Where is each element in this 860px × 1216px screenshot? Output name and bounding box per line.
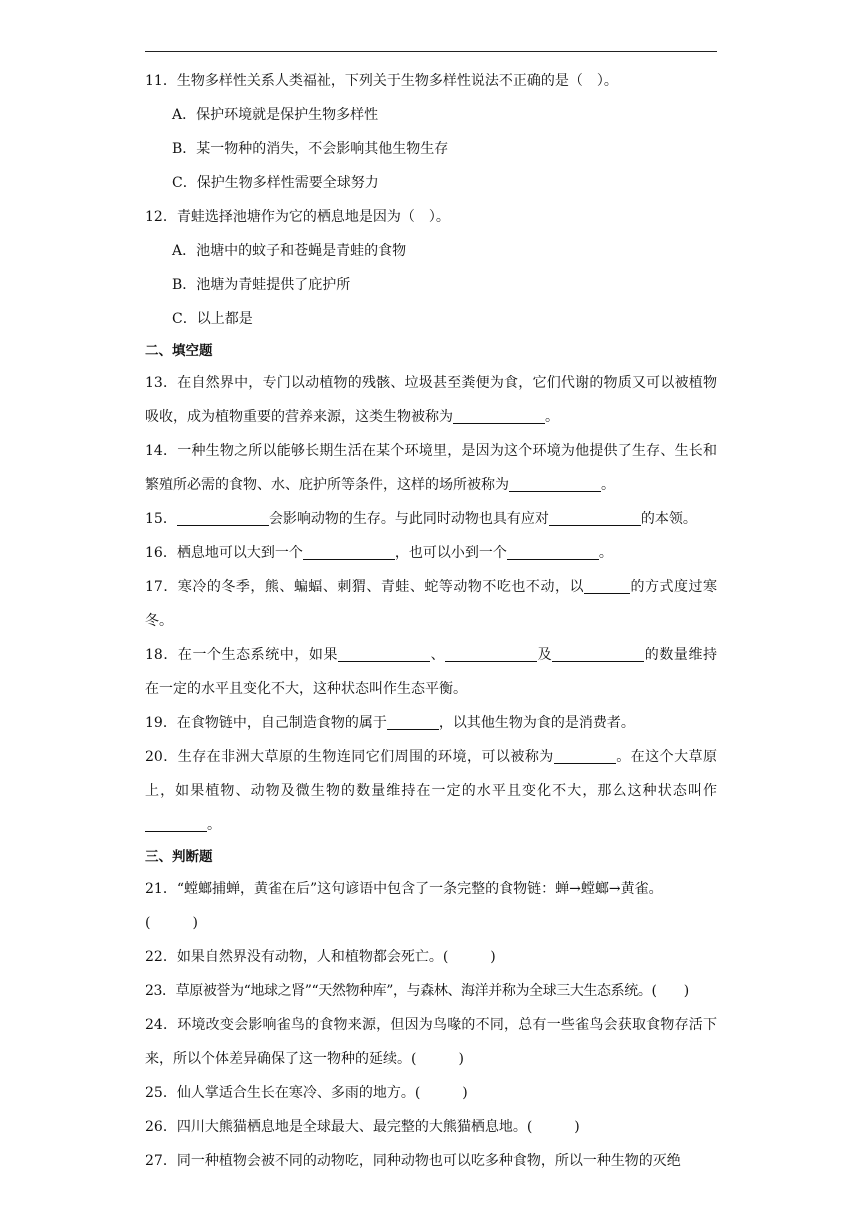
answer-blank[interactable]: [552, 646, 644, 662]
question-26: 26．四川大熊猫栖息地是全球最大、最完整的大熊猫栖息地。( ): [145, 1119, 580, 1135]
question-12-option-c: C．以上都是: [172, 311, 253, 327]
exam-content: [145, 64, 717, 1178]
answer-blank[interactable]: [453, 408, 545, 424]
q16-mid: ，也可以小到一个: [394, 545, 507, 561]
question-24: 24．环境改变会影响雀鸟的食物来源，但因为鸟喙的不同，总有一些雀鸟会获取食物存活下来，所以个体差异确保了这一物种的延续。( ): [145, 1017, 717, 1067]
question-21-answer[interactable]: ( ): [145, 915, 198, 931]
question-23: 23．草原被誉为“地球之肾”“天然物种库”，与森林、海洋并称为全球三大生态系统。( ): [145, 983, 689, 999]
q20-text: 20．生存在非洲大草原的生物连同它们周围的环境，可以被称为: [145, 749, 554, 765]
header-rule: [145, 51, 717, 52]
answer-blank[interactable]: [584, 578, 630, 594]
question-25: 25．仙人掌适合生长在寒冷、多雨的地方。( ): [145, 1085, 468, 1101]
q13-end: 。: [545, 409, 559, 425]
question-21: 21．“螳螂捕蝉，黄雀在后”这句谚语中包含了一条完整的食物链：蝉→螳螂→黄雀。: [145, 881, 663, 897]
question-17: [145, 570, 717, 638]
question-12-option-b: B．池塘为青蛙提供了庇护所: [172, 277, 351, 293]
q18-sep2: 及: [537, 647, 553, 663]
q13-text: 13．在自然界中，专门以动植物的残骸、垃圾甚至粪便为食，它们代谢的物质又可以被植物吸收，成为植物重要的营养来源，这类生物被称为: [145, 375, 717, 425]
q16-end: 。: [598, 545, 613, 561]
answer-blank[interactable]: [445, 646, 537, 662]
q16-text: 16．栖息地可以大到一个: [145, 545, 303, 561]
q17-text: 17．寒冷的冬季，熊、蝙蝠、刺猬、青蛙、蛇等动物不吃也不动，以: [145, 579, 584, 595]
question-15: [145, 502, 717, 536]
answer-blank[interactable]: [145, 816, 207, 832]
question-14: [145, 434, 717, 502]
answer-blank[interactable]: [303, 544, 395, 560]
question-11-option-c: C．保护生物多样性需要全球努力: [172, 175, 379, 191]
q18-text: 18．在一个生态系统中，如果: [145, 647, 339, 663]
question-11-option-a: A．保护环境就是保护生物多样性: [172, 107, 379, 123]
q18-end: 的数量维持在一定的水平且变化不大，这种状态叫作生态平衡。: [145, 647, 718, 697]
answer-blank[interactable]: [549, 510, 641, 526]
answer-blank[interactable]: [509, 476, 601, 492]
answer-blank[interactable]: [177, 510, 269, 526]
question-12: 12．青蛙选择池塘作为它的栖息地是因为（ ）。: [145, 209, 450, 225]
q15-mid: 会影响动物的生存。与此同时动物也具有应对: [268, 511, 549, 527]
answer-blank[interactable]: [554, 748, 616, 764]
q19-text: 19．在食物链中，自己制造食物的属于: [145, 715, 387, 731]
section-judge-heading: 三、判断题: [145, 849, 213, 865]
question-19: [145, 706, 717, 740]
answer-blank[interactable]: [387, 714, 439, 730]
q14-end: 。: [601, 477, 615, 493]
question-11-option-b: B．某一物种的消失，不会影响其他生物生存: [172, 141, 449, 157]
q14-text: 14．一种生物之所以能够长期生活在某个环境里，是因为这个环境为他提供了生存、生长和繁殖所必需的食物、水、庇护所等条件，这样的场所被称为: [145, 443, 717, 493]
question-20: [145, 740, 717, 842]
q18-sep1: 、: [430, 647, 446, 663]
question-27: 27．同一种植物会被不同的动物吃，同种动物也可以吃多种食物，所以一种生物的灭绝: [145, 1153, 681, 1169]
q17-end: 的方式度过寒冬。: [145, 579, 717, 629]
answer-blank[interactable]: [338, 646, 430, 662]
question-12-option-a: A．池塘中的蚊子和苍蝇是青蛙的食物: [172, 243, 407, 259]
section-fill-heading: 二、填空题: [145, 343, 213, 359]
question-22: 22．如果自然界没有动物，人和植物都会死亡。( ): [145, 949, 496, 965]
answer-blank[interactable]: [507, 544, 599, 560]
question-18: [145, 638, 717, 706]
q19-end: ，以其他生物为食的是消费者。: [438, 715, 635, 731]
question-11: 11．生物多样性关系人类福祉，下列关于生物多样性说法不正确的是（ ）。: [145, 73, 618, 89]
question-13: [145, 366, 717, 434]
q20-mid: 。在这个大草原上，如果植物、动物及微生物的数量维持在一定的水平且变化不大，那么这种状态叫作: [145, 749, 717, 799]
question-16: [145, 536, 717, 570]
q20-end: 。: [207, 817, 221, 833]
q15-end: 的本领。: [640, 511, 697, 527]
q15-num: 15．: [145, 511, 177, 527]
